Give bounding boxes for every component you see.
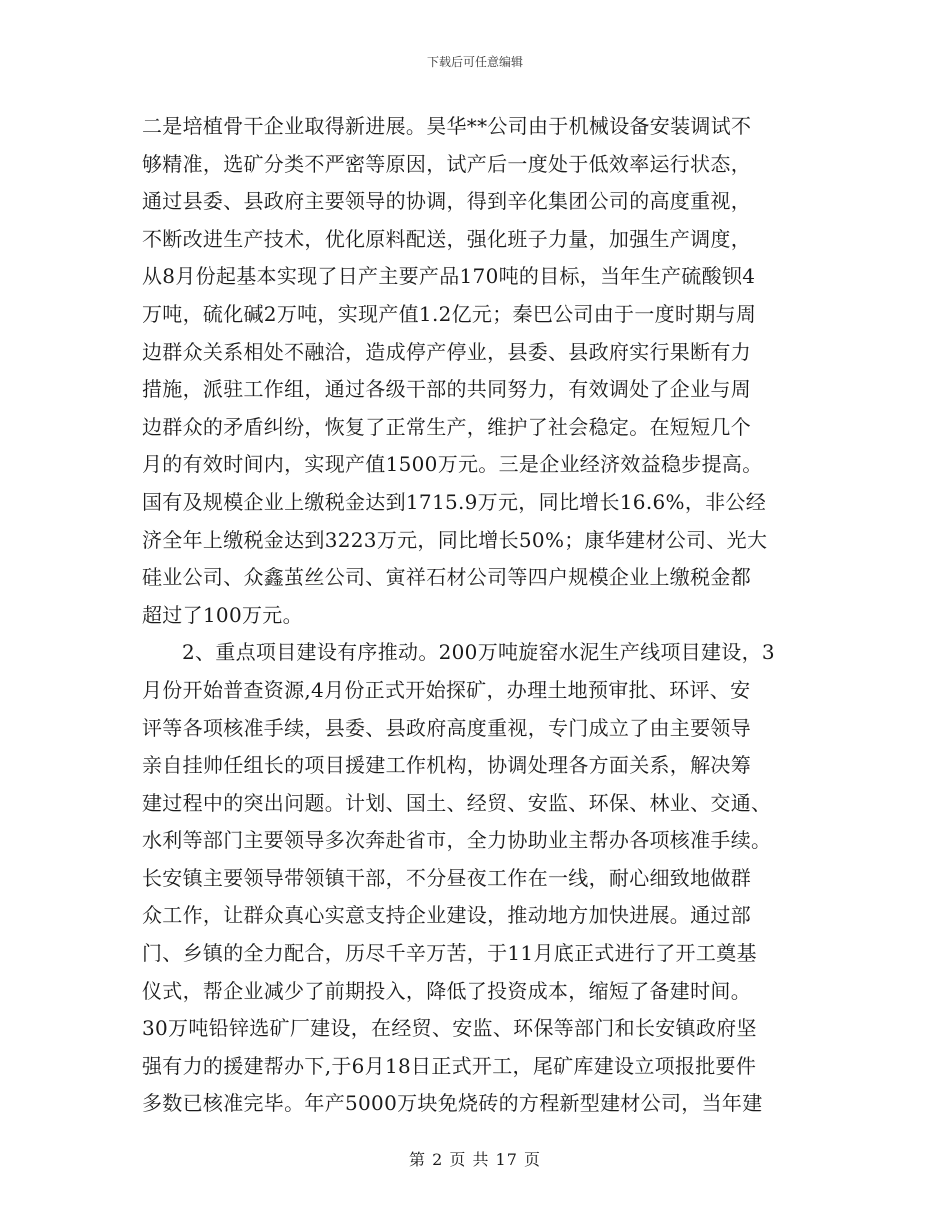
- text-line: 多数已核准完毕。年产5000万块免烧砖的方程新型建材公司，当年建: [142, 1091, 763, 1116]
- text-line: 国有及规模企业上缴税金达到1715.9万元，同比增长16.6%，非公经: [142, 489, 767, 514]
- text-line: 强有力的援建帮办下,于6月18日正式开工，尾矿库建设立项报批要件: [142, 1053, 757, 1078]
- text-line: 亲自挂帅任组长的项目援建工作机构，协调处理各方面关系，解决筹: [142, 753, 751, 778]
- text-line: 评等各项核准手续，县委、县政府高度重视，专门成立了由主要领导: [142, 715, 751, 740]
- text-line: 月的有效时间内，实现产值1500万元。三是企业经济效益稳步提高。: [142, 452, 763, 477]
- header-note: 下载后可任意编辑: [426, 55, 523, 69]
- text-line: 月份开始普查资源,4月份正式开始探矿，办理土地预审批、环评、安: [142, 677, 751, 702]
- text-line: 硅业公司、众鑫茧丝公司、寅祥石材公司等四户规模企业上缴税金都: [142, 565, 751, 590]
- text-line: 二是培植骨干企业取得新进展。昊华**公司由于机械设备安装调试不: [142, 114, 752, 138]
- text-line: 30万吨铅锌选矿厂建设，在经贸、安监、环保等部门和长安镇政府坚: [142, 1016, 757, 1041]
- text-line: 超过了100万元。: [142, 602, 303, 627]
- text-line: 措施，派驻工作组，通过各级干部的共同努力，有效调处了企业与周: [142, 377, 751, 402]
- paragraph-start-line: 2、重点项目建设有序推动。200万吨旋窑水泥生产线项目建设，3: [182, 640, 775, 665]
- text-line: 建过程中的突出问题。计划、国土、经贸、安监、环保、林业、交通、: [142, 790, 772, 815]
- text-line: 不断改进生产技术，优化原料配送，强化班子力量，加强生产调度，: [142, 226, 751, 251]
- text-line: 从8月份起基本实现了日产主要产品170吨的目标，当年生产硫酸钡4: [142, 264, 756, 289]
- text-line: 边群众的矛盾纠纷，恢复了正常生产，维护了社会稳定。在短短几个: [142, 414, 751, 439]
- text-line: 仪式，帮企业减少了前期投入，降低了投资成本，缩短了备建时间。: [142, 978, 751, 1003]
- document-body: [142, 108, 812, 1123]
- text-line: 众工作，让群众真心实意支持企业建设，推动地方加快进展。通过部: [142, 903, 751, 928]
- text-line: 通过县委、县政府主要领导的协调，得到辛化集团公司的高度重视，: [142, 189, 751, 214]
- text-line: 门、乡镇的全力配合，历尽千辛万苦，于11月底正式进行了开工奠基: [142, 941, 757, 966]
- text-line: 边群众关系相处不融洽，造成停产停业，县委、县政府实行果断有力: [142, 339, 751, 364]
- text-line: 够精准，选矿分类不严密等原因，试产后一度处于低效率运行状态，: [142, 151, 751, 176]
- text-line: 济全年上缴税金达到3223万元，同比增长50%；康华建材公司、光大: [142, 527, 768, 552]
- text-line: 万吨，硫化碱2万吨，实现产值1.2亿元；秦巴公司由于一度时期与周: [142, 301, 757, 326]
- page-number-footer: 第 2 页 共 17 页: [409, 1150, 541, 1169]
- text-line: 长安镇主要领导带领镇干部，不分昼夜工作在一线，耐心细致地做群: [142, 865, 751, 890]
- text-line: 水利等部门主要领导多次奔赴省市，全力协助业主帮办各项核准手续。: [142, 828, 772, 853]
